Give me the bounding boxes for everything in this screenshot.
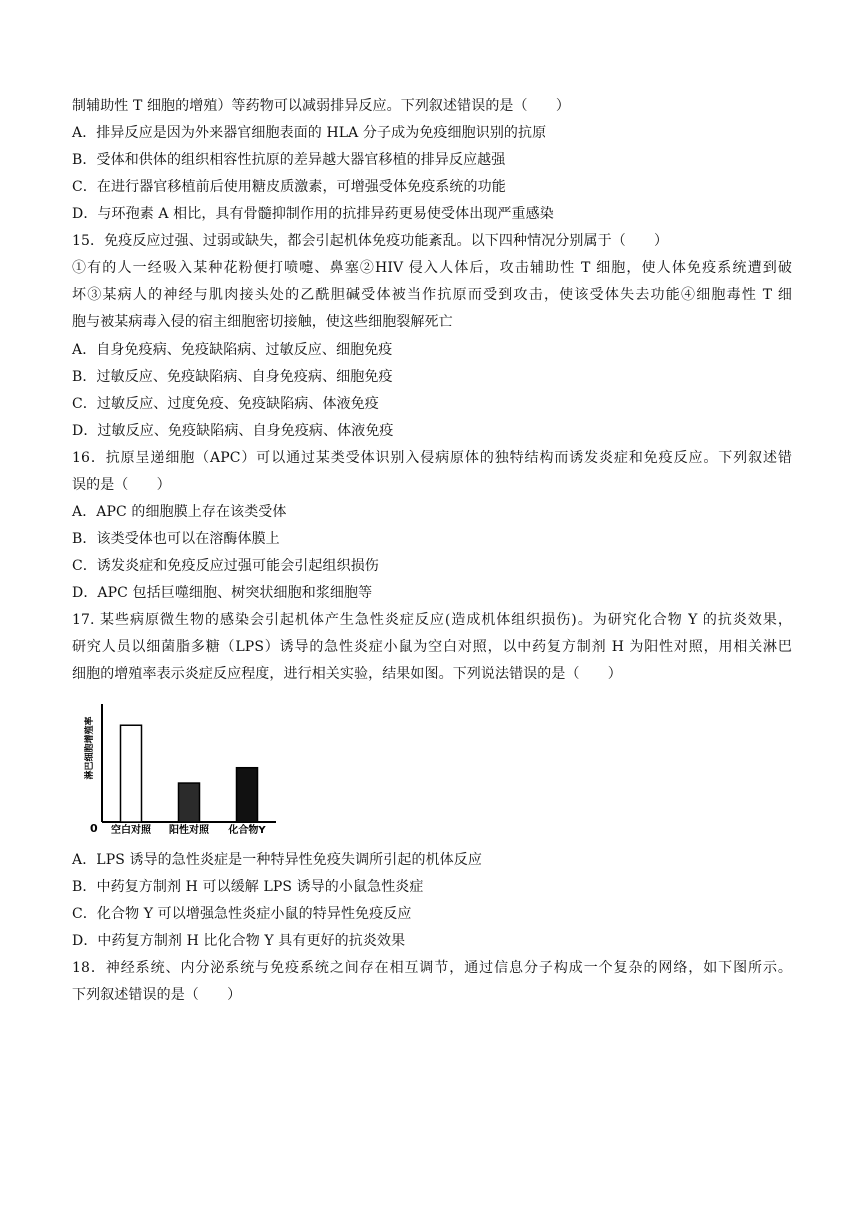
q15-option-d: D．过敏反应、免疫缺陷病、自身免疫病、体液免疫 [72, 423, 394, 439]
q17-stem-line-3: 细胞的增殖率表示炎症反应程度，进行相关实验，结果如图。下列说法错误的是（ ） [72, 666, 622, 682]
bar-1 [121, 725, 142, 822]
q14-option-b: B．受体和供体的组织相容性抗原的差异越大器官移植的排异反应越强 [72, 152, 506, 168]
q15-cases-line-2: 坏③某病人的神经与肌肉接头处的乙酰胆碱受体被当作抗原而受到攻击，使该受体失去功能④细胞毒性 T 细 [72, 287, 792, 303]
q17-bar-chart [84, 700, 284, 840]
q15-option-c: C．过敏反应、过度免疫、免疫缺陷病、体液免疫 [72, 396, 379, 412]
q16-stem-line-1: 16．抗原呈递细胞（APC）可以通过某类受体识别入侵病原体的独特结构而诱发炎症和免疫反应。下列叙述错 [72, 450, 792, 466]
q16-stem-line-2: 误的是（ ） [72, 477, 171, 493]
q17-stem-line-2: 研究人员以细菌脂多糖（LPS）诱导的急性炎症小鼠为空白对照，以中药复方制剂 H 为阳性对照，用相关淋巴 [72, 639, 792, 655]
q18-stem-line-2: 下列叙述错误的是（ ） [72, 987, 242, 1003]
q15-stem: 15．免疫反应过强、过弱或缺失，都会引起机体免疫功能紊乱。以下四种情况分别属于（ ） [72, 233, 669, 249]
x-tick-label-2: 阳性对照 [169, 825, 209, 836]
x-tick-label-1: 空白对照 [111, 825, 151, 836]
q18-stem-line-1: 18．神经系统、内分泌系统与免疫系统之间存在相互调节，通过信息分子构成一个复杂的网络，如下图所示。 [72, 960, 792, 976]
q14-option-d: D．与环孢素 A 相比，具有骨髓抑制作用的抗排异药更易使受体出现严重感染 [72, 206, 554, 222]
q15-cases-line-3: 胞与被某病毒入侵的宿主细胞密切接触，使这些细胞裂解死亡 [72, 314, 453, 330]
q17-stem-line-1: 17. 某些病原微生物的感染会引起机体产生急性炎症反应(造成机体组织损伤)。为研究化合物 Y 的抗炎效果， [72, 612, 792, 628]
q16-option-d: D．APC 包括巨噬细胞、树突状细胞和浆细胞等 [72, 585, 373, 601]
bar-3 [237, 768, 258, 822]
q14-stem-tail: 制辅助性 T 细胞的增殖）等药物可以减弱排异反应。下列叙述错误的是（ ） [72, 98, 570, 114]
q15-cases-line-1: ①有的人一经吸入某种花粉便打喷嚏、鼻塞②HIV 侵入人体后，攻击辅助性 T 细胞，使人体免疫系统遭到破 [72, 260, 792, 276]
q15-option-a: A．自身免疫病、免疫缺陷病、过敏反应、细胞免疫 [72, 342, 393, 358]
q14-option-a: A．排异反应是因为外来器官细胞表面的 HLA 分子成为免疫细胞识别的抗原 [72, 125, 547, 141]
q16-option-a: A．APC 的细胞膜上存在该类受体 [72, 504, 287, 520]
q14-option-c: C．在进行器官移植前后使用糖皮质激素，可增强受体免疫系统的功能 [72, 179, 506, 195]
q16-option-b: B．该类受体也可以在溶酶体膜上 [72, 531, 280, 547]
q17-option-b: B．中药复方制剂 H 可以缓解 LPS 诱导的小鼠急性炎症 [72, 879, 424, 895]
y-axis-label: 淋巴细胞增殖率 [85, 716, 95, 780]
q17-option-c: C．化合物 Y 可以增强急性炎症小鼠的特异性免疫反应 [72, 906, 412, 922]
q17-option-d: D．中药复方制剂 H 比化合物 Y 具有更好的抗炎效果 [72, 933, 406, 949]
q17-option-a: A．LPS 诱导的急性炎症是一种特异性免疫失调所引起的机体反应 [72, 852, 482, 868]
q16-option-c: C．诱发炎症和免疫反应过强可能会引起组织损伤 [72, 558, 379, 574]
bar-2 [179, 783, 200, 822]
x-tick-label-3: 化合物Y [228, 825, 266, 836]
q15-option-b: B．过敏反应、免疫缺陷病、自身免疫病、细胞免疫 [72, 369, 393, 385]
origin-label: 0 [90, 822, 98, 835]
